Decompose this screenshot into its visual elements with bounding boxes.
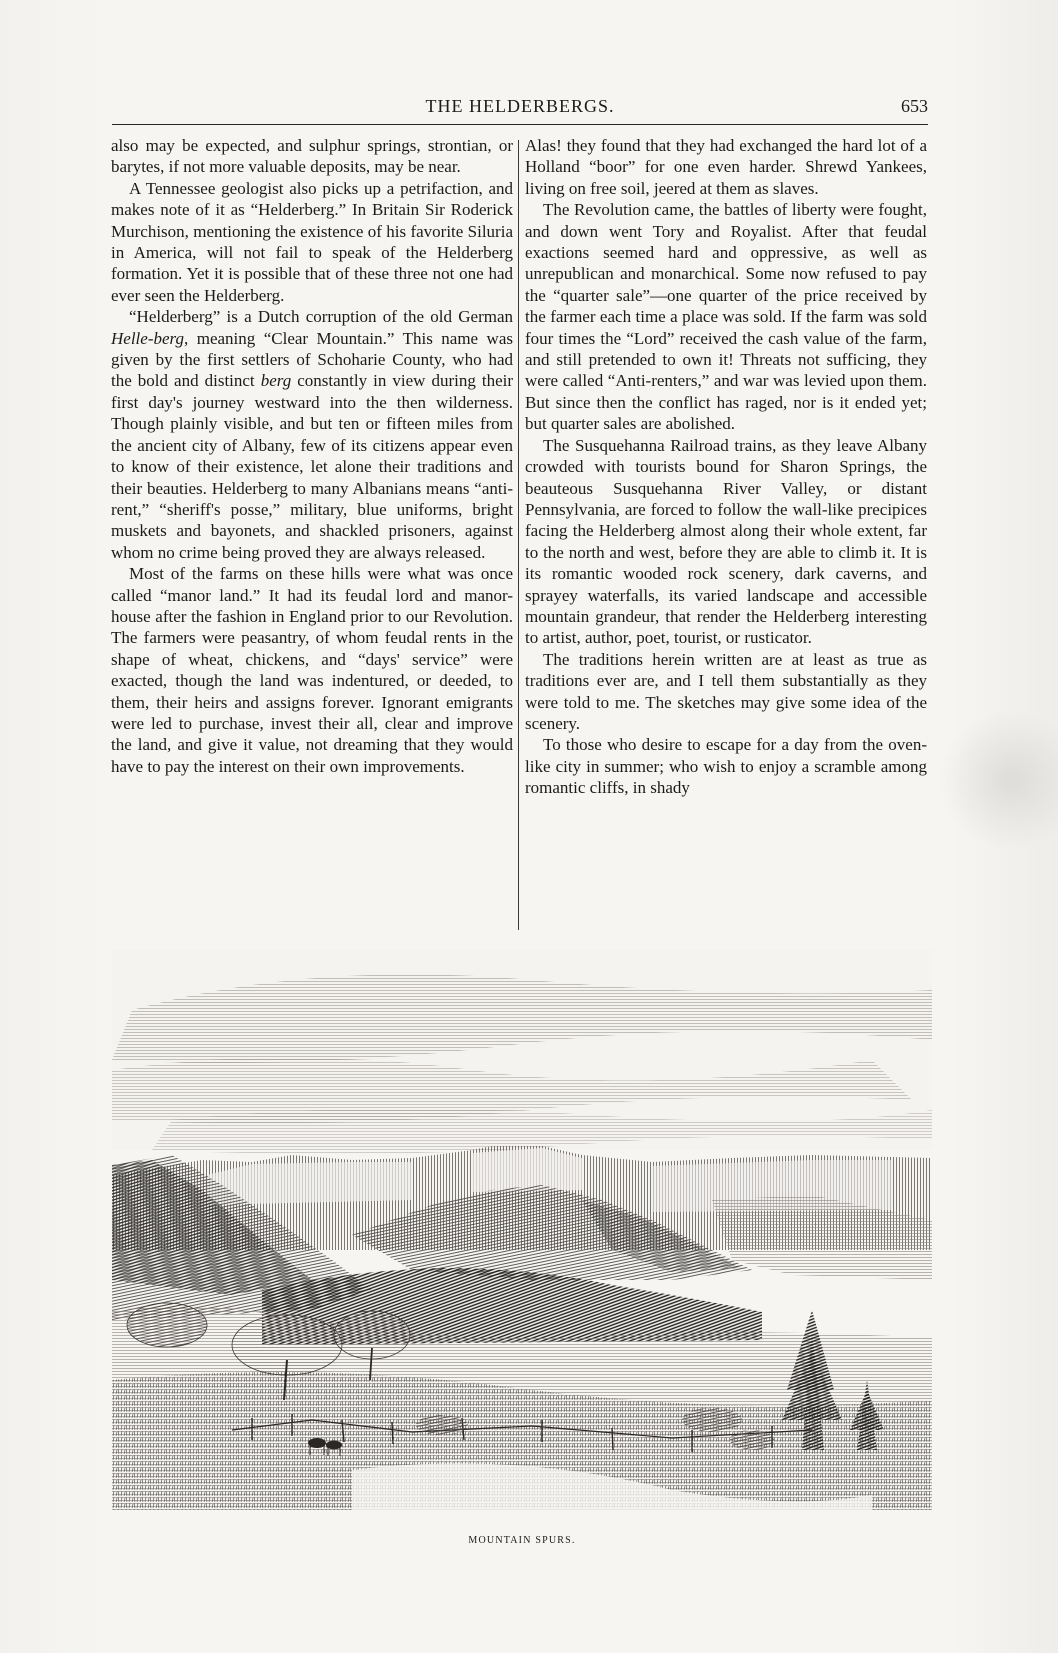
sky	[112, 950, 932, 1154]
paragraph: The traditions herein written are at least as true as traditions ever are, and I tell them substantially as they were told to me. The sketches may give some idea of the scenery.	[525, 649, 927, 733]
mountain-landscape-engraving	[112, 950, 932, 1510]
paragraph: The Revolution came, the battles of liberty were fought, and down went Tory and Royalist. After that feudal exactions seemed hard and oppressive, as well as unrepublican and monarchical. Some now refused to pay the “quarter sale”—one quarter of the price received by the farmer each time a place was sold. If the farm was sold four times the “Lord” received the cash value of the farm, and still pretended to own it! Threats not sufficing, they were called “Anti-renters,” and war was levied upon them. But since then the conflict has raged, nor is it ended yet; but quarter sales are abolished.	[525, 200, 927, 434]
paragraph: Most of the farms on these hills were what was once called “manor land.” It had its feudal lord and manor-house after the fashion in England prior to our Revolution. The farmers were peasantry, of whom feudal rents in the shape of wheat, chickens, and “days' service” were exacted, though the land was indentured, or deeded, to them, their heirs and assigns forever. Ignorant emigrants were led to purchase, invest their all, clear and improve the land, and give it value, not dreaming that they would have to pay the interest on their own improvements.	[111, 564, 513, 776]
paragraph: A Tennessee geologist also picks up a petrifaction, and makes note of it as “Helderberg.” In Britain Sir Roderick Murchison, mentioning the existence of his favorite Siluria in America, will not fail to speak of the Helderberg formation. Yet it is possible that of these three not one had ever seen the Helderberg.	[111, 178, 513, 305]
paragraph: also may be expected, and sulphur springs, strontian, or barytes, if not more valuable deposits, may be near.	[111, 136, 513, 177]
page-title: THE HELDERBERGS.	[425, 96, 615, 116]
italic-term: berg	[260, 371, 292, 391]
column-divider	[518, 140, 519, 930]
right-column	[525, 135, 927, 799]
page-number: 653	[901, 96, 928, 116]
running-head	[112, 96, 928, 125]
paragraph: To those who desire to escape for a day from the oven-like city in summer; who wish to enjoy a scramble among romantic cliffs, in shady	[525, 735, 927, 798]
paragraph-text: , meaning “Clear Mountain.” This name was given by the first settlers of Schoharie County, who had the bold and distinct	[111, 328, 513, 391]
italic-term: Helle-berg	[111, 328, 185, 348]
paragraph: Alas! they found that they had exchanged the hard lot of a Holland “boor” for one even harder. Shrewd Yankees, living on free soil, jeered at them as slaves.	[525, 136, 927, 198]
engraving-figure	[112, 950, 932, 1546]
figure-caption: MOUNTAIN SPURS.	[468, 1535, 576, 1546]
paragraph: The Susquehanna Railroad trains, as they leave Albany crowded with tourists bound for Sharon Springs, the beauteous Susquehanna River Valley, or distant Pennsylvania, are forced to follow the wall-like precipices facing the Helderberg almost along their whole extent, far to the north and west, before they are able to climb it. It is its romantic wooded rock scenery, dark caverns, and sprayey waterfalls, its varied landscape and accessible mountain grandeur, that render the Helderberg interesting to artist, author, poet, tourist, or rusticator.	[525, 435, 927, 648]
paragraph-text: “Helderberg” is a Dutch corruption of the old German	[129, 307, 513, 327]
paragraph-text: constantly in view during their first day's journey westward into the then wilderness. Though plainly visible, and but ten or fifteen miles from the ancient city of Albany, few of its citizens appear even to know of their existence, let alone their traditions and their beauties. Helderberg to many Albanians means “anti-rent,” “sheriff's posse,” military, blue uniforms, bright muskets and bayonets, and shackled prisoners, against whom no crime being proved they are always released.	[111, 371, 514, 562]
paragraph	[111, 306, 513, 563]
tree	[127, 1303, 207, 1347]
left-column	[111, 135, 513, 777]
